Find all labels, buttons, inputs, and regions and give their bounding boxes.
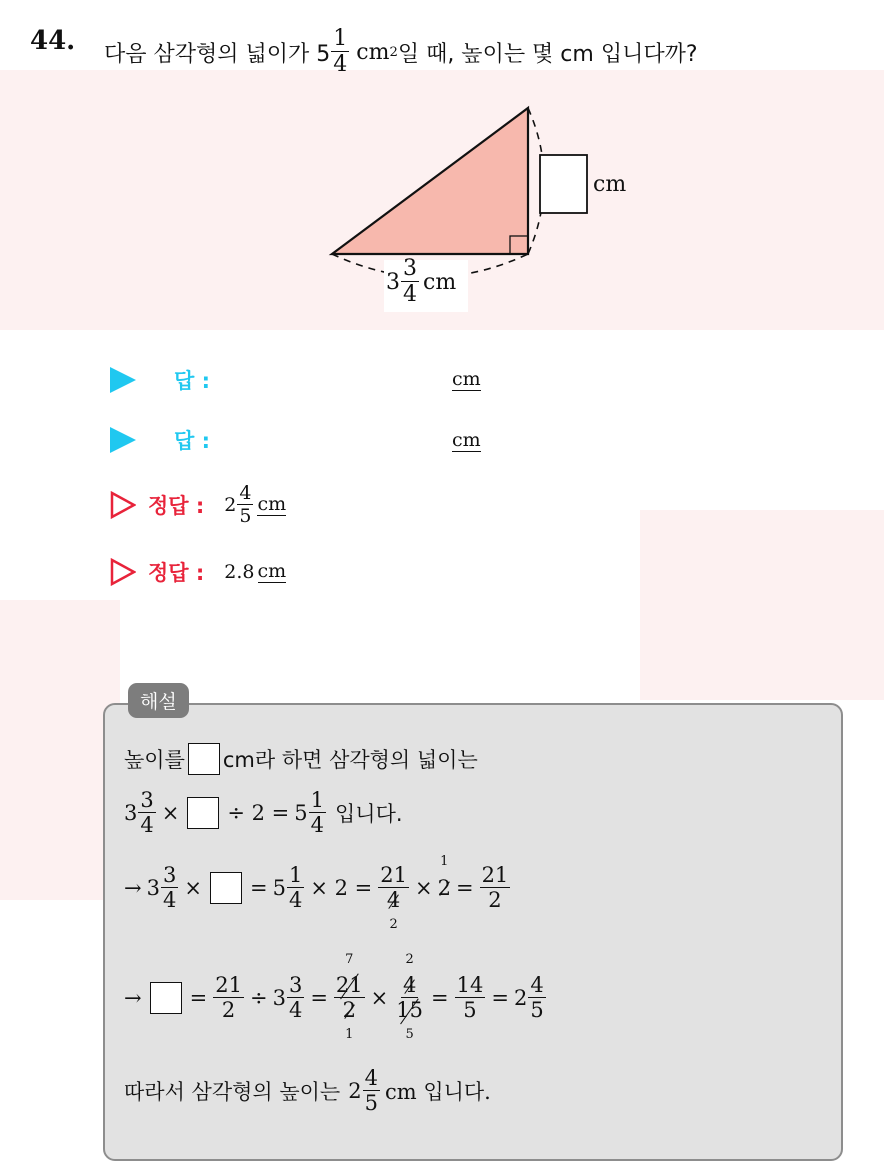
blank-box <box>187 797 219 829</box>
blank-box <box>210 872 242 904</box>
correct-value-1: 2 $\frac{4}{5}$ cm <box>224 482 287 527</box>
blank-box <box>150 982 182 1014</box>
solution-line-2: 3 $\frac{3}{4}$ × ÷ 2 = 5 $\frac{1}{4}$ 입니다. <box>124 788 403 837</box>
answer-label: 답 : <box>174 429 210 453</box>
base-fraction: $\frac{3}{4}$ <box>403 256 417 307</box>
solution-line-4: → = $\frac{21}{2}$ ÷ 3 $\frac{3}{4}$ = 21 7 2 1 × 4 2 15 5 = $\frac{14}{5}$ = 2 $\frac{4}{5}$ <box>124 952 544 1042</box>
correct-answer-row-1 <box>110 475 286 535</box>
area-fraction: $\frac{1}{4}$ <box>333 26 348 77</box>
triangle-svg <box>320 100 660 315</box>
question-text <box>104 28 698 76</box>
background-tint <box>640 510 884 700</box>
question-text-after: 일 때, 높이는 몇 cm 입니다까? <box>397 41 698 67</box>
question-text-before: 다음 삼각형의 넓이가 5 <box>104 41 331 67</box>
solution-line-3: → 3 $\frac{3}{4}$ × = 5 $\frac{1}{4}$ × 2 = 21 4 2 × 2 1 = $\frac{21}{2}$ <box>124 854 509 932</box>
play-icon <box>110 427 136 453</box>
outline-play-icon <box>110 558 136 586</box>
background-tint <box>0 600 120 900</box>
correct-answer-row-2 <box>110 542 286 602</box>
height-unit-label: cm <box>593 172 627 197</box>
question-number: 44. <box>30 26 76 56</box>
height-answer-box <box>540 155 587 213</box>
solution-line-1: 높이를 cm라 하면 삼각형의 넓이는 <box>124 743 478 775</box>
outline-play-icon <box>110 491 136 519</box>
answer-label: 답 : <box>174 369 210 393</box>
blank-box <box>188 743 220 775</box>
area-unit-sup: 2 <box>389 44 398 60</box>
solution-tag: 해설 <box>128 683 189 718</box>
base-unit: cm <box>423 269 457 295</box>
correct-label: 정답 : <box>148 494 205 518</box>
answer-blank-2[interactable]: cm <box>452 429 481 451</box>
base-whole: 3 <box>386 269 400 295</box>
correct-label: 정답 : <box>148 561 205 585</box>
area-unit: cm <box>356 39 390 65</box>
triangle-figure <box>320 100 660 315</box>
answer-row-1 <box>110 360 210 400</box>
solution-line-5: 따라서 삼각형의 높이는 2 $\frac{4}{5}$ cm 입니다. <box>124 1066 491 1115</box>
play-icon <box>110 367 136 393</box>
base-label <box>386 258 456 306</box>
answer-row-2 <box>110 420 210 460</box>
answer-blank-1[interactable]: cm <box>452 368 481 390</box>
triangle-shape <box>332 108 528 254</box>
correct-value-2: 2.8 cm <box>224 559 287 583</box>
